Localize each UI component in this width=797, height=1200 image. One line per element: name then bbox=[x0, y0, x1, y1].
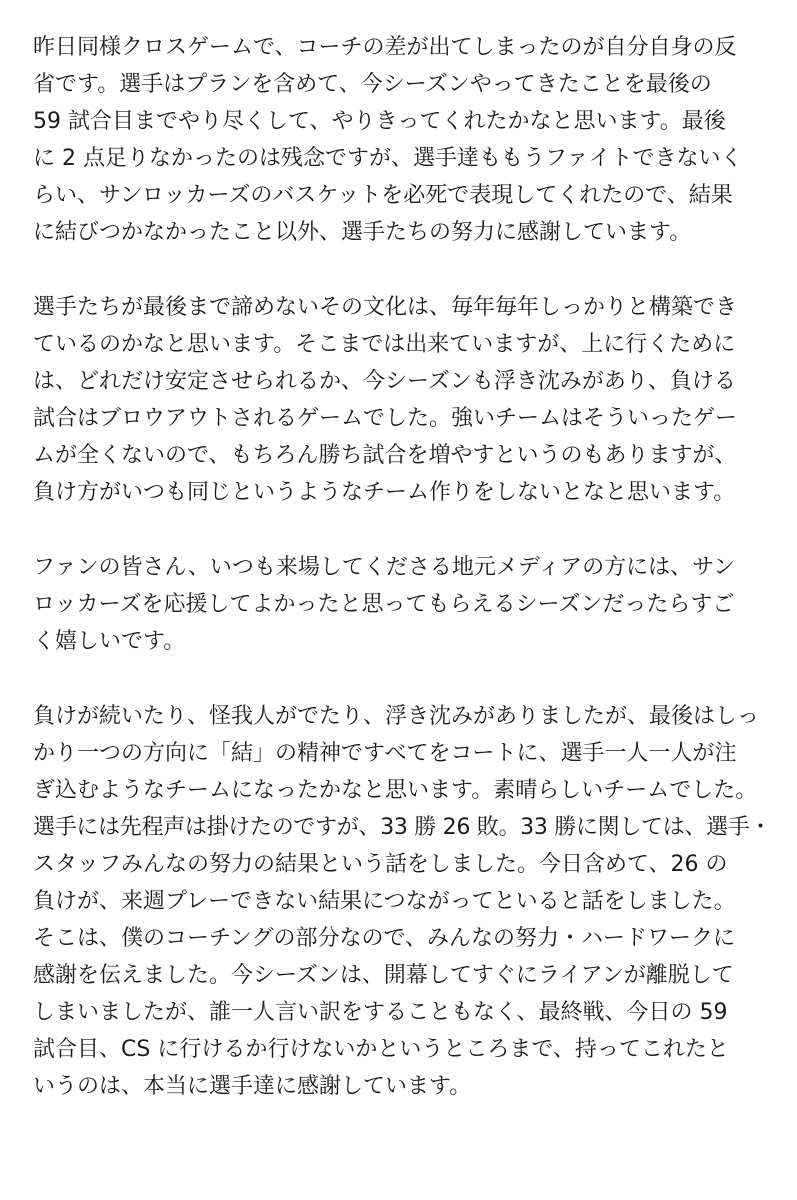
text-line: ぎ込むようなチームになったかなと思います。素晴らしいチームでした。 bbox=[33, 778, 758, 803]
article-body bbox=[33, 0, 773, 1105]
text-line: に 2 点足りなかったのは残念ですが、選手達ももうファイトできないく bbox=[33, 146, 743, 171]
text-line: 59 試合目までやり尽くして、やりきってくれたかなと思います。最後 bbox=[33, 109, 726, 134]
text-line: 負け方がいつも同じというようなチーム作りをしないとなと思います。 bbox=[33, 480, 736, 505]
text-line: に結びつかなかったこと以外、選手たちの努力に感謝しています。 bbox=[33, 220, 692, 245]
paragraph-spacer bbox=[33, 251, 773, 289]
text-line: かり一つの方向に「結」の精神ですべてをコートに、選手一人一人が注 bbox=[33, 741, 737, 766]
paragraph-2 bbox=[33, 289, 773, 511]
text-line: 試合はブロウアウトされるゲームでした。強いチームはそういったゲー bbox=[33, 406, 738, 431]
paragraph-spacer bbox=[33, 660, 773, 698]
text-line: いうのは、本当に選手達に感謝しています。 bbox=[33, 1074, 472, 1099]
text-line: ロッカーズを応援してよかったと思ってもらえるシーズンだったらすご bbox=[33, 592, 735, 617]
text-line: らい、サンロッカーズのバスケットを必死で表現してくれたので、結果 bbox=[33, 183, 733, 208]
text-line: 試合目、CS に行けるか行けないかというところまで、持ってこれたと bbox=[33, 1037, 729, 1062]
text-line: そこは、僕のコーチングの部分なので、みんなの努力・ハードワークに bbox=[33, 926, 736, 951]
text-line: 省です。選手はプランを含めて、今シーズンやってきたことを最後の bbox=[33, 72, 712, 97]
text-line: 選手たちが最後まで諦めないその文化は、毎年毎年しっかりと構築でき bbox=[33, 295, 738, 320]
text-line: 昨日同様クロスゲームで、コーチの差が出てしまったのが自分自身の反 bbox=[33, 35, 737, 60]
top-margin bbox=[33, 0, 773, 29]
text-line: 負けが、来週プレーできない結果につながってといると話をしました。 bbox=[33, 889, 736, 914]
paragraph-spacer bbox=[33, 511, 773, 549]
text-line: ファンの皆さん、いつも来場してくださる地元メディアの方には、サン bbox=[33, 555, 736, 580]
text-line: く嬉しいです。 bbox=[33, 629, 186, 654]
text-line: ムが全くないので、もちろん勝ち試合を増やすというのもありますが、 bbox=[33, 443, 737, 468]
paragraph-1 bbox=[33, 29, 773, 251]
text-line: しまいましたが、誰一人言い訳をすることもなく、最終戦、今日の 59 bbox=[33, 1000, 728, 1025]
text-line: は、どれだけ安定させられるか、今シーズンも浮き沈みがあり、負ける bbox=[33, 369, 736, 394]
paragraph-3 bbox=[33, 549, 773, 660]
text-line: スタッフみんなの努力の結果という話をしました。今日含めて、26 の bbox=[33, 852, 728, 877]
text-line: 負けが続いたり、怪我人がでたり、浮き沈みがありましたが、最後はしっ bbox=[33, 704, 760, 729]
text-line: 感謝を伝えました。今シーズンは、開幕してすぐにライアンが離脱して bbox=[33, 963, 734, 988]
text-line: 選手には先程声は掛けたのですが、33 勝 26 敗。33 勝に関しては、選手・ bbox=[33, 815, 772, 840]
paragraph-4 bbox=[33, 698, 773, 1105]
text-line: ているのかなと思います。そこまでは出来ていますが、上に行くために bbox=[33, 332, 736, 357]
